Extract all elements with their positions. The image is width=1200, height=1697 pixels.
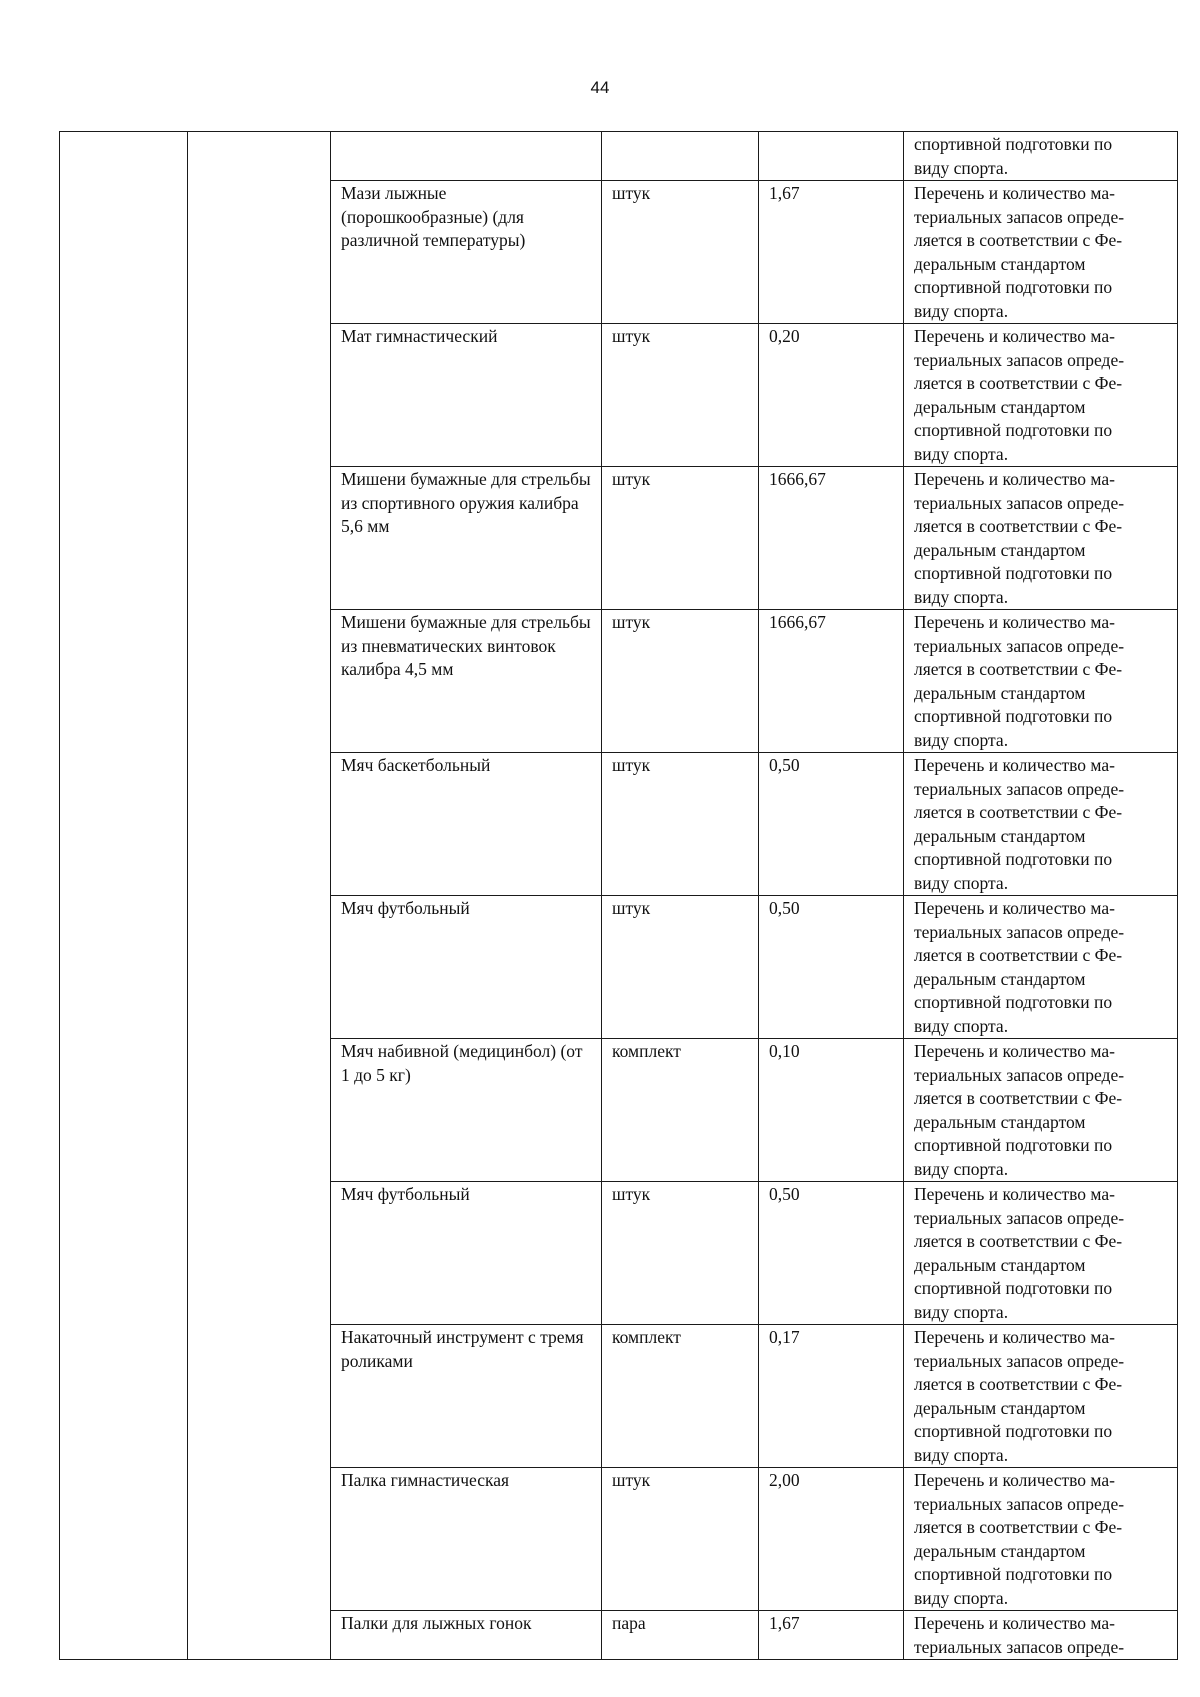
item-name: Мат гимнастический bbox=[331, 324, 602, 467]
item-quantity: 0,50 bbox=[759, 896, 904, 1039]
table-row bbox=[60, 132, 1178, 181]
item-note: Перечень и количество ма- териальных запасов опреде- ляется в соответствии с Фе- деральным стандартом спортивной подготовки по виду спорта. bbox=[904, 181, 1178, 324]
item-quantity: 1,67 bbox=[759, 181, 904, 324]
item-quantity: 0,20 bbox=[759, 324, 904, 467]
item-unit: штук bbox=[602, 467, 759, 610]
item-name: Мяч набивной (медицинбол) (от 1 до 5 кг) bbox=[331, 1039, 602, 1182]
materials-table-body bbox=[60, 132, 1178, 1660]
item-unit: штук bbox=[602, 1468, 759, 1611]
item-note: Перечень и количество ма- териальных запасов опреде- ляется в соответствии с Фе- деральным стандартом спортивной подготовки по виду спорта. bbox=[904, 1039, 1178, 1182]
item-unit: пара bbox=[602, 1611, 759, 1660]
item-note: Перечень и количество ма- териальных запасов опреде- ляется в соответствии с Фе- деральным стандартом спортивной подготовки по виду спорта. bbox=[904, 467, 1178, 610]
item-note: Перечень и количество ма- териальных запасов опреде- ляется в соответствии с Фе- деральным стандартом спортивной подготовки по виду спорта. bbox=[904, 324, 1178, 467]
item-name: Мяч футбольный bbox=[331, 1182, 602, 1325]
item-unit: штук bbox=[602, 610, 759, 753]
item-quantity bbox=[759, 132, 904, 181]
item-name: Палка гимнастическая bbox=[331, 1468, 602, 1611]
item-name: Мази лыжные (порошкообразные) (для различной температуры) bbox=[331, 181, 602, 324]
item-name: Накаточный инструмент с тремя роликами bbox=[331, 1325, 602, 1468]
item-unit: штук bbox=[602, 896, 759, 1039]
item-quantity: 1666,67 bbox=[759, 610, 904, 753]
item-quantity: 2,00 bbox=[759, 1468, 904, 1611]
item-note: Перечень и количество ма- териальных запасов опреде- ляется в соответствии с Фе- деральным стандартом спортивной подготовки по виду спорта. bbox=[904, 1182, 1178, 1325]
item-unit: комплект bbox=[602, 1325, 759, 1468]
item-name: Мишени бумажные для стрельбы из спортивного оружия калибра 5,6 мм bbox=[331, 467, 602, 610]
materials-table bbox=[59, 131, 1178, 1660]
item-note: Перечень и количество ма- териальных запасов опреде- ляется в соответствии с Фе- деральным стандартом спортивной подготовки по виду спорта. bbox=[904, 753, 1178, 896]
item-name bbox=[331, 132, 602, 181]
item-unit: штук bbox=[602, 1182, 759, 1325]
item-quantity: 0,10 bbox=[759, 1039, 904, 1182]
item-note: Перечень и количество ма- териальных запасов опреде- bbox=[904, 1611, 1178, 1660]
item-quantity: 0,50 bbox=[759, 753, 904, 896]
item-note: Перечень и количество ма- териальных запасов опреде- ляется в соответствии с Фе- деральным стандартом спортивной подготовки по виду спорта. bbox=[904, 1468, 1178, 1611]
item-unit: штук bbox=[602, 753, 759, 896]
item-quantity: 0,17 bbox=[759, 1325, 904, 1468]
item-unit bbox=[602, 132, 759, 181]
item-name: Палки для лыжных гонок bbox=[331, 1611, 602, 1660]
item-unit: штук bbox=[602, 324, 759, 467]
item-quantity: 0,50 bbox=[759, 1182, 904, 1325]
merged-column-1 bbox=[60, 132, 188, 1660]
item-unit: комплект bbox=[602, 1039, 759, 1182]
item-note: Перечень и количество ма- териальных запасов опреде- ляется в соответствии с Фе- деральным стандартом спортивной подготовки по виду спорта. bbox=[904, 610, 1178, 753]
item-note: Перечень и количество ма- териальных запасов опреде- ляется в соответствии с Фе- деральным стандартом спортивной подготовки по виду спорта. bbox=[904, 1325, 1178, 1468]
item-quantity: 1,67 bbox=[759, 1611, 904, 1660]
item-name: Мяч футбольный bbox=[331, 896, 602, 1039]
item-note: Перечень и количество ма- териальных запасов опреде- ляется в соответствии с Фе- деральным стандартом спортивной подготовки по виду спорта. bbox=[904, 896, 1178, 1039]
page-number: 44 bbox=[590, 78, 610, 97]
item-quantity: 1666,67 bbox=[759, 467, 904, 610]
item-name: Мяч баскетбольный bbox=[331, 753, 602, 896]
item-name: Мишени бумажные для стрельбы из пневматических винтовок калибра 4,5 мм bbox=[331, 610, 602, 753]
item-unit: штук bbox=[602, 181, 759, 324]
merged-column-2 bbox=[188, 132, 331, 1660]
item-note: спортивной подготовки по виду спорта. bbox=[904, 132, 1178, 181]
